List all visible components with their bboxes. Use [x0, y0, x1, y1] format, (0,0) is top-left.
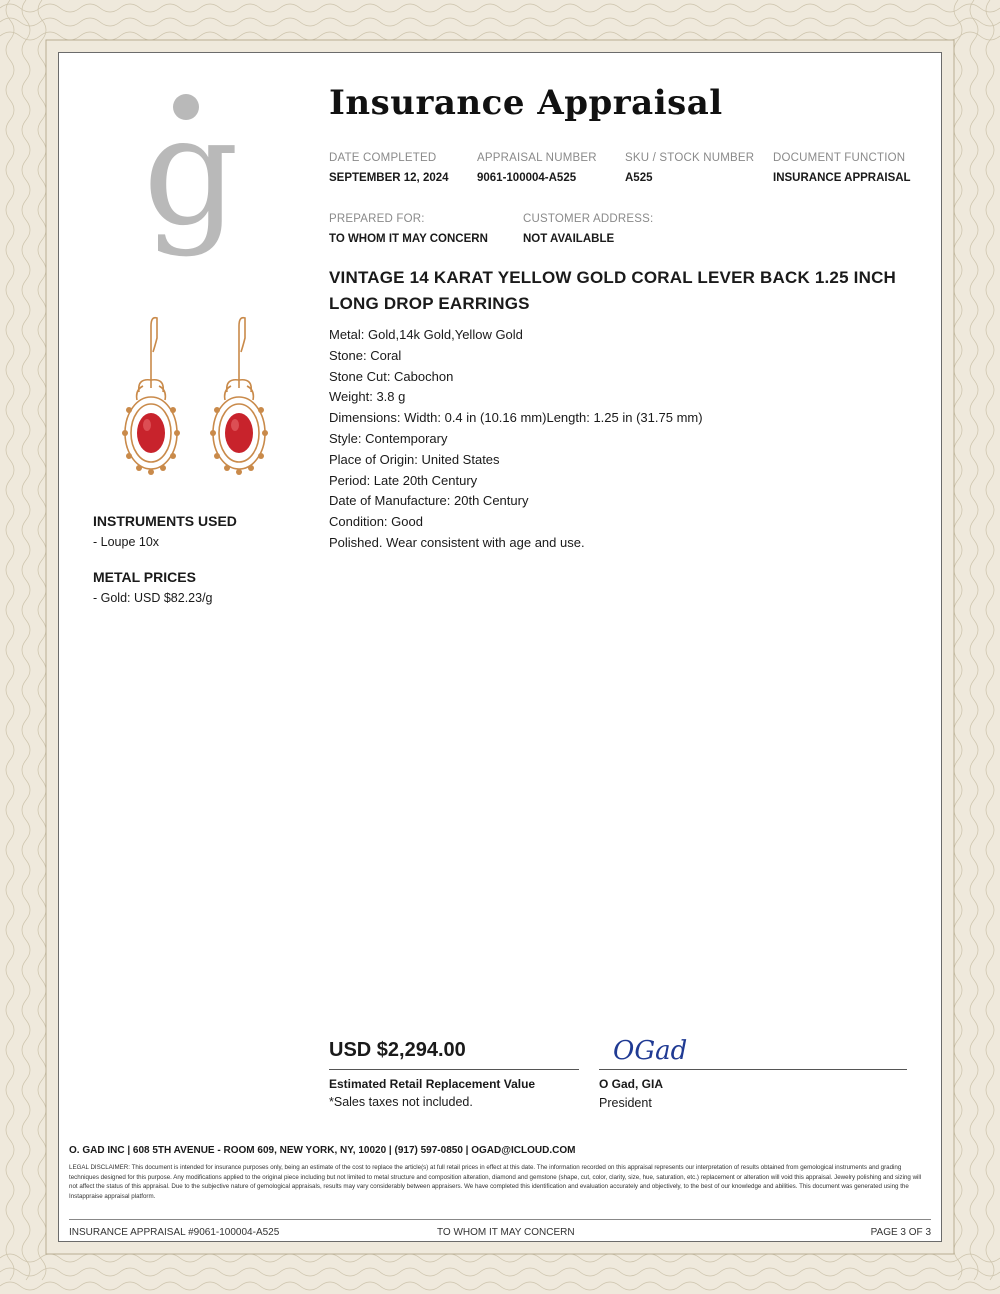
spec-line: Weight: 3.8 g — [329, 389, 406, 405]
item-title: VINTAGE 14 KARAT YELLOW GOLD CORAL LEVER BACK 1.25 INCH LONG DROP EARRINGS — [329, 268, 897, 313]
instruments-section — [93, 513, 237, 549]
svg-text:g: g — [142, 93, 240, 259]
meta-value: SEPTEMBER 12, 2024 — [329, 172, 449, 184]
spec-line: Style: Contemporary — [329, 430, 448, 446]
value-divider — [329, 1069, 579, 1070]
spec-line: Dimensions: Width: 0.4 in (10.16 mm)Length: 1.25 in (31.75 mm) — [329, 410, 703, 426]
signature-image — [609, 1029, 699, 1069]
spec-line: Polished. Wear consistent with age and use. — [329, 534, 585, 550]
footer-left: INSURANCE APPRAISAL #9061-100004-A525 — [69, 1227, 280, 1238]
signature-divider — [599, 1069, 907, 1070]
meta-label: APPRAISAL NUMBER — [477, 152, 597, 164]
company-address: O. GAD INC | 608 5TH AVENUE - ROOM 609, NEW YORK, NY, 10020 | (917) 597-0850 | OGAD@ICLOUD.COM — [69, 1145, 576, 1156]
footer-divider — [69, 1219, 931, 1220]
footer-page-number: PAGE 3 OF 3 — [870, 1227, 931, 1238]
value-label: Estimated Retail Replacement Value — [329, 1077, 536, 1091]
tax-note: *Sales taxes not included. — [329, 1095, 473, 1109]
prepared-for-value: TO WHOM IT MAY CONCERN — [329, 233, 488, 245]
spec-line: Stone: Coral — [329, 347, 402, 363]
metal-prices-heading: METAL PRICES — [93, 569, 196, 585]
metal-price-value: - Gold: USD $82.23/g — [93, 591, 213, 605]
customer-address-value: NOT AVAILABLE — [523, 233, 615, 245]
meta-value: 9061-100004-A525 — [477, 172, 577, 184]
logo-g-icon — [141, 93, 241, 283]
meta-appraisal-number — [477, 152, 597, 184]
footer-center: TO WHOM IT MAY CONCERN — [437, 1227, 575, 1238]
instruments-heading: INSTRUMENTS USED — [93, 513, 237, 529]
item-specs — [329, 325, 703, 554]
prepared-for-label: PREPARED FOR: — [329, 213, 425, 225]
appraised-value: USD $2,294.00 — [329, 1039, 466, 1061]
spec-line: Condition: Good — [329, 514, 423, 530]
signer-title: President — [599, 1096, 652, 1110]
spec-line: Place of Origin: United States — [329, 451, 500, 467]
signature — [609, 1029, 699, 1069]
meta-label: DATE COMPLETED — [329, 152, 437, 164]
spec-line: Date of Manufacture: 20th Century — [329, 493, 529, 509]
svg-text:OGad: OGad — [613, 1036, 688, 1066]
meta-value: INSURANCE APPRAISAL — [773, 172, 911, 184]
company-logo — [141, 93, 241, 283]
spec-line: Period: Late 20th Century — [329, 472, 478, 488]
signer-name: O Gad, GIA — [599, 1077, 664, 1091]
earrings-photo — [109, 308, 289, 498]
appraisal-sheet — [58, 52, 942, 1242]
meta-date — [329, 152, 449, 184]
legal-disclaimer: LEGAL DISCLAIMER: This document is intended for insurance purposes only, being an estimate of the cost to replace the article(s) at full retail prices in effect at this date. The information recorded on this appraisal represents our interpretation of results obtained from gemological instruments and grading techniques designed for this purpose. Any modifications applied to the original piece including but not limited to metal structure and composition alteration, diamond and gemstone (shape, cut, color, clarity, size, hue, saturation, etc.) replacement or alteration will void this appraisal. Jewelry polishing and sizing will not affect the status of this appraisal. Due to the subjective nature of gemological appraisals, results may vary considerably between appraisers. We have completed this identification and evaluation accurately and objectively, to the best of our knowledge and abilities. This document was generated using the Instappraise appraisal platform. — [69, 1164, 922, 1200]
customer-address-label: CUSTOMER ADDRESS: — [523, 213, 654, 225]
meta-label: SKU / STOCK NUMBER — [625, 152, 755, 164]
meta-label: DOCUMENT FUNCTION — [773, 152, 906, 164]
spec-line: Stone Cut: Cabochon — [329, 368, 454, 384]
meta-document-function — [773, 152, 911, 184]
meta-value: A525 — [625, 172, 653, 184]
prepared-for — [329, 213, 488, 245]
meta-sku — [625, 152, 754, 184]
instruments-value: - Loupe 10x — [93, 535, 160, 549]
metal-prices-section — [93, 569, 213, 605]
document-title: Insurance Appraisal — [329, 83, 723, 123]
spec-line: Metal: Gold,14k Gold,Yellow Gold — [329, 327, 523, 342]
earrings-illustration — [109, 308, 289, 498]
customer-address — [523, 213, 653, 245]
